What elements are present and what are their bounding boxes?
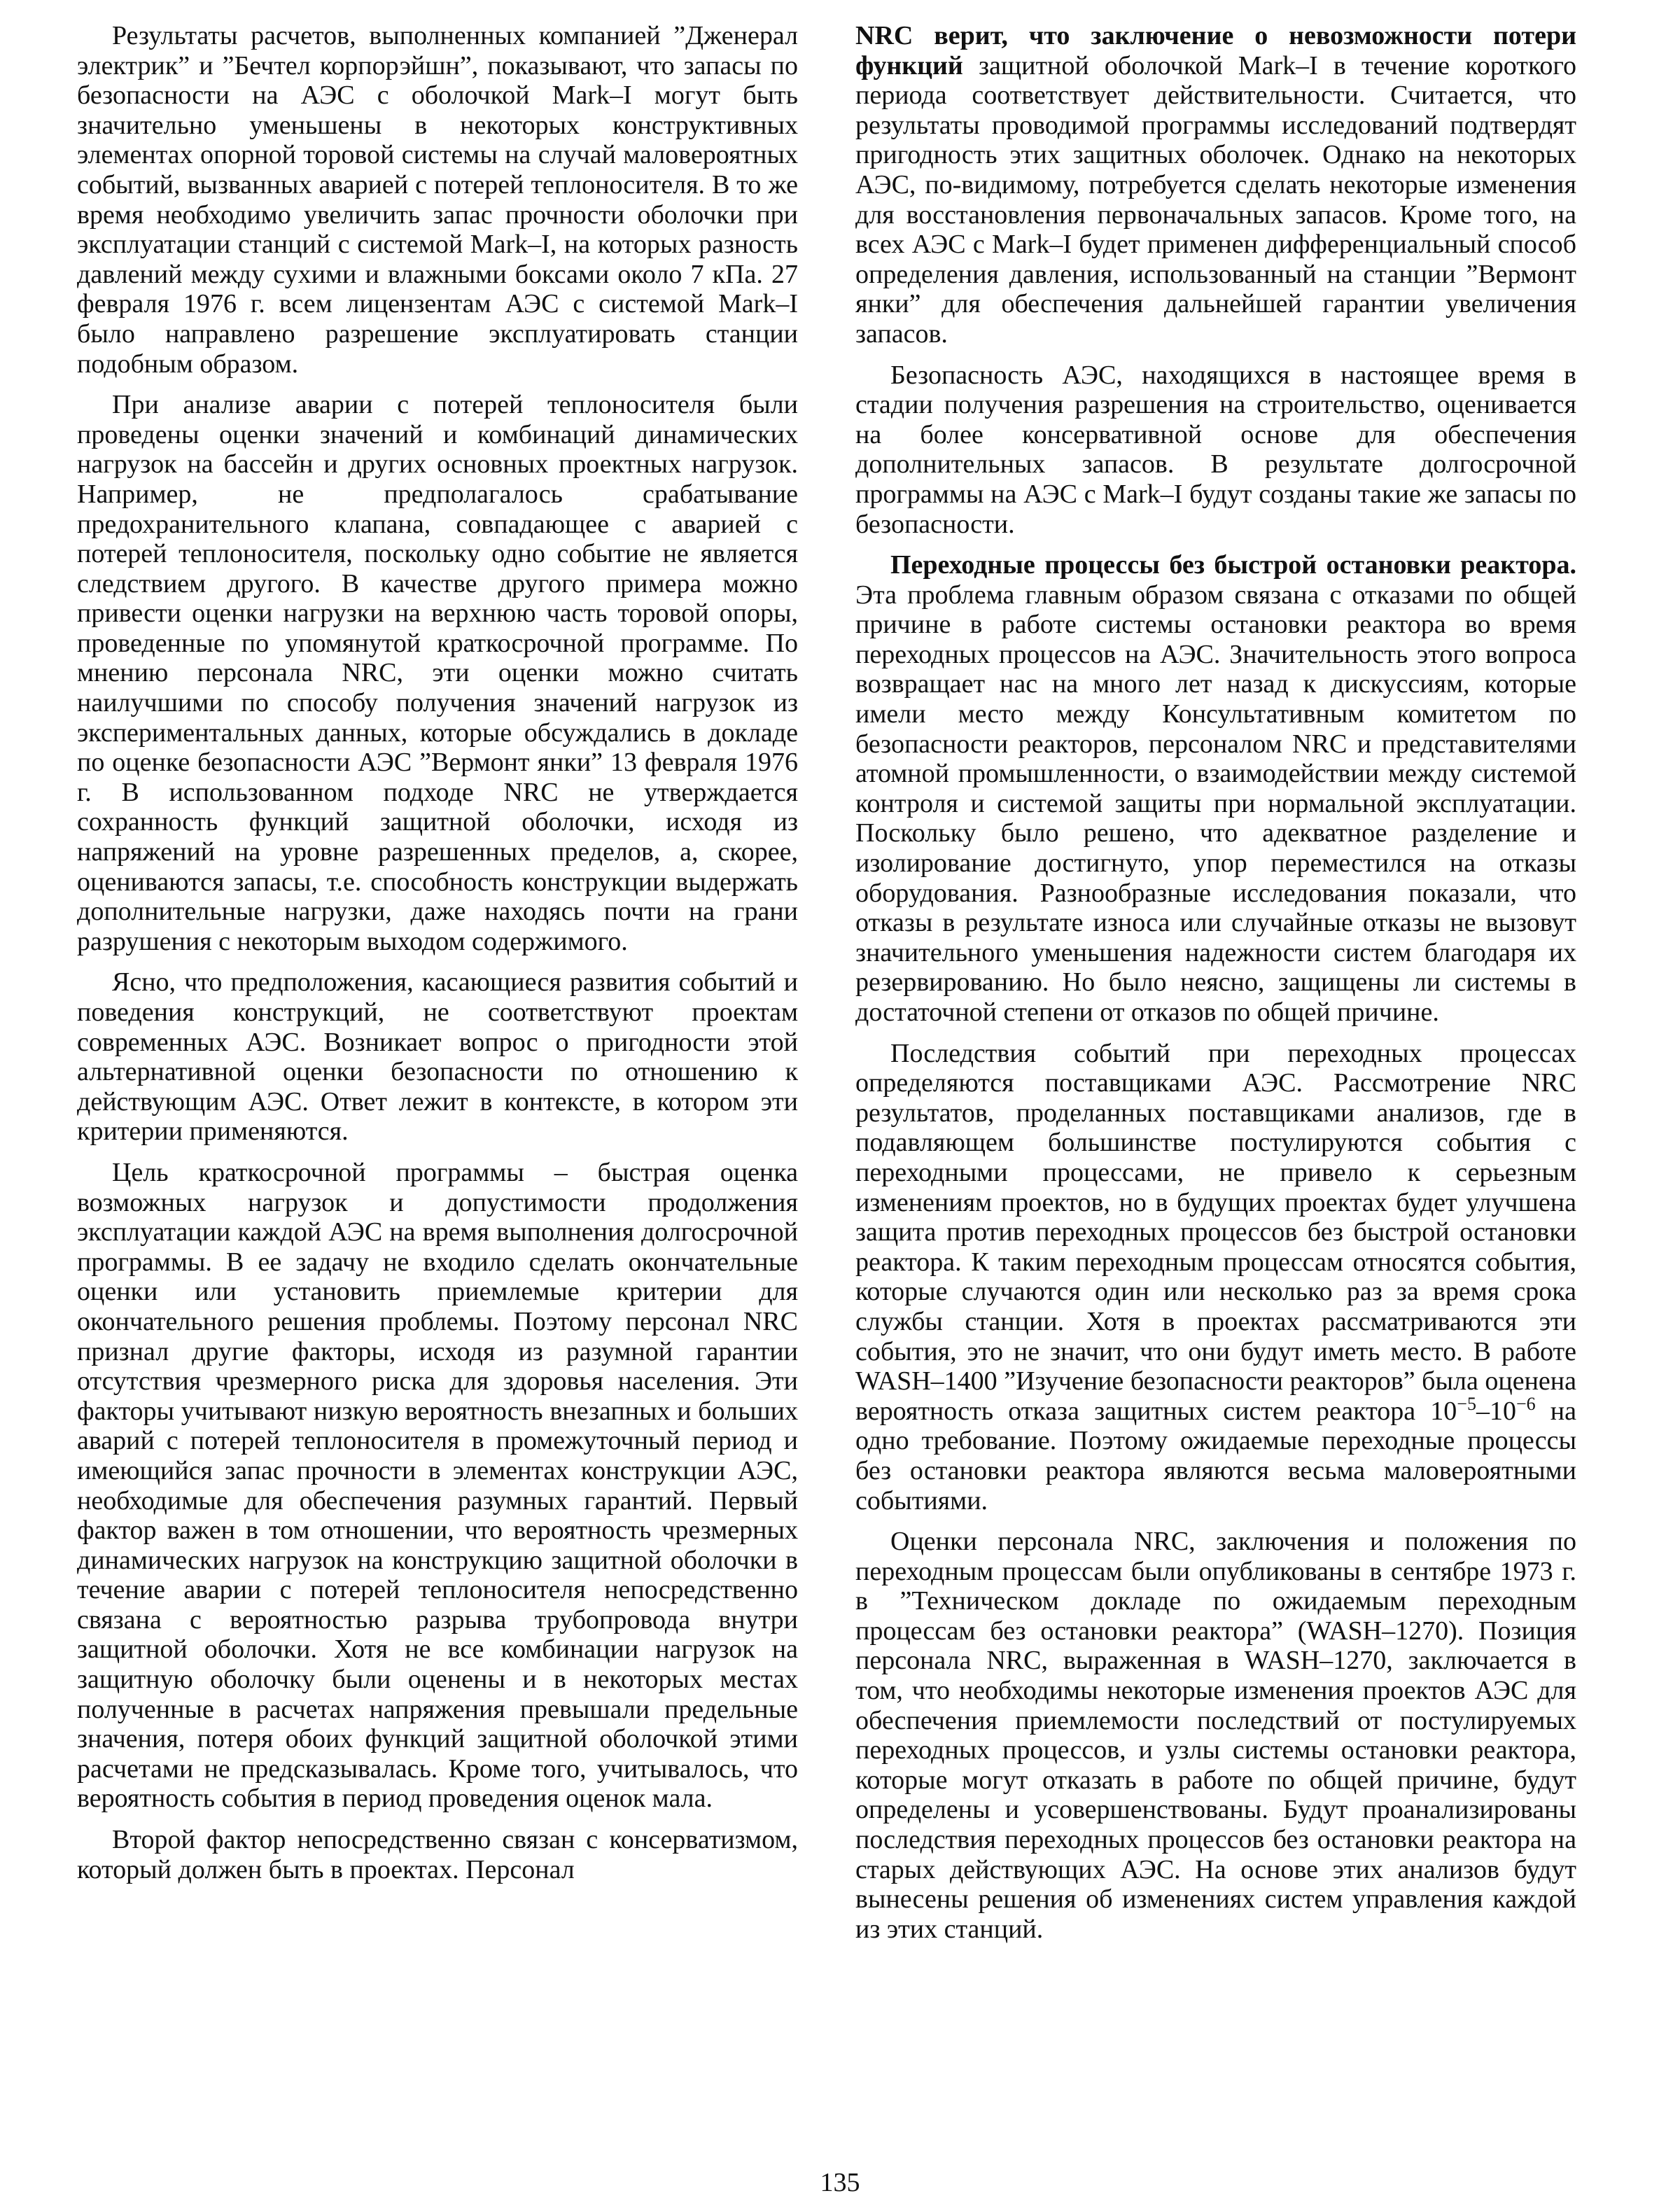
page-number: 135 [820,2168,860,2197]
exponent: −5 [1457,1393,1476,1414]
paragraph: Безопасность АЭС, находящихся в настоящее время в стадии получения разрешения на строительство, оценивается на более консервативной основе для обеспечения дополнительных запасов. В результате долгосрочной программы на АЭС с Mark–I будут созданы такие же запасы по безопасности. [855,360,1576,539]
paragraph-text: на одно требование. Поэтому ожидаемые переходные процессы без остановки реактора являются весьма маловероятными событиями. [855,1396,1576,1516]
paragraph [855,550,1576,1028]
paragraph: Ясно, что предположения, касающиеся развития событий и поведения конструкций, не соответствуют проектам современных АЭС. Возникает вопрос о пригодности этой альтернативной оценки безопасности по отношению к действующим АЭС. Ответ лежит в контексте, в котором эти критерии применяются. [77,967,798,1147]
paragraph: Результаты расчетов, выполненных компанией ”Дженерал электрик” и ”Бечтел корпорэйшн”, показывают, что запасы по безопасности на АЭС с оболочкой Mark–I могут быть значительно уменьшены в некоторых конструктивных элементах опорной торовой системы на случай маловероятных событий, вызванных аварией с потерей теплоносителя. В то же время необходимо увеличить запас прочности оболочки при эксплуатации станций с системой Mark–I, на которых разность давлений между сухими и влажными боксами около 7 кПа. 27 февраля 1976 г. всем лицензентам АЭС с системой Mark–I было направлено разрешение эксплуатировать станции подобным образом. [77,21,798,379]
exponent: −6 [1516,1393,1536,1414]
paragraph: Цель краткосрочной программы – быстрая оценка возможных нагрузок и допустимости продолжения эксплуатации каждой АЭС на время выполнения долгосрочной программы. В ее задачу не входило сделать окончательные оценки или установить приемлемые критерии для окончательного решения проблемы. Поэтому персонал NRC признал другие факторы, исходя из разумной гарантии отсутствия чрезмерного риска для здоровья населения. Эти факторы учитывают низкую вероятность внезапных и больших аварий с потерей теплоносителя в промежуточный период и имеющийся запас прочности в элементах конструкции АЭС, необходимые для обеспечения разумных гарантий. Первый фактор важен в том отношении, что вероятность чрезмерных динамических нагрузок на конструкцию защитной оболочки в течение аварии с потерей теплоносителя непосредственно связана с вероятностью разрыва трубопровода внутри защитной оболочки. Хотя не все комбинации нагрузок на защитную оболочку были оценены и в некоторых местах полученные в расчетах напряжения превышали предельные значения, потеря обоих функций защитной оболочкой этими расчетами не предсказывалась. Кроме того, учитывалось, что вероятность события в период проведения оценок мала. [77,1157,798,1814]
paragraph: Второй фактор непосредственно связан с консерватизмом, который должен быть в проектах. Персонал [77,1825,798,1884]
left-column [77,21,798,1896]
paragraph: При анализе аварии с потерей теплоносителя были проведены оценки значений и комбинаций динамических нагрузок на бассейн и других основных проектных нагрузок. Например, не предполагалось срабатывание предохранительного клапана, совпадающее с аварией с потерей теплоносителя, поскольку одно событие не является следствием другого. В качестве другого примера можно привести оценки нагрузки на верхнюю часть торовой опоры, проведенные по упомянутой краткосрочной программе. По мнению персонала NRC, эти оценки можно считать наилучшими по способу получения значений нагрузок из экспериментальных данных, которые обсуждались в докладе по оценке безопасности АЭС ”Вермонт янки” 13 февраля 1976 г. В использованном подходе NRC не утверждается сохранность функций защитной оболочки, исходя из напряжений на уровне разрешенных пределов, а, скорее, оцениваются запасы, т.е. способность конструкции выдержать дополнительные нагрузки, даже находясь почти на грани разрушения с некоторым выходом содержимого. [77,390,798,956]
paragraph: Оценки персонала NRC, заключения и положения по переходным процессам были опубликованы в сентябре 1973 г. в ”Техническом докладе по ожидаемым переходным процессам без остановки реактора” (WASH–1270). Позиция персонала NRC, выраженная в WASH–1270, заключается в том, что необходимы некоторые изменения проектов АЭС для обеспечения приемлемости последствий от постулируемых переходных процессов, и узлы системы остановки реактора, которые могут отказать в работе по общей причине, будут определены и усовершенствованы. Будут проанализированы последствия переходных процессов без остановки реактора на старых действующих АЭС. На основе этих анализов будут вынесены решения об изменениях систем управления каждой из этих станций. [855,1527,1576,1944]
paragraph-text: Эта проблема главным образом связана с отказами по общей причине в работе системы остановки реактора во время переходных процессов на АЭС. Значительность этого вопроса возвращает нас на много лет назад к дискуссиям, которые имели место между Консультативным комитетом по безопасности реакторов, персоналом NRC и представителями атомной промышленности, о взаимодействии между системой контроля и системой защиты при нормальной эксплуатации. Поскольку было решено, что адекватное разделение и изолирование достигнуто, упор переместился на отказы оборудования. Разнообразные исследования показали, что отказы в результате износа или случайные отказы не вызовут значительного уменьшения надежности систем благодаря их резервированию. Но было неясно, защищены ли системы в достаточной степени от отказов по общей причине. [855,580,1576,1027]
bold-lead-text: NRC верит, что заключение о невозможности потери функций [855,21,1576,80]
paragraph [855,1039,1576,1516]
paragraph [855,21,1576,349]
paragraph-text: –10 [1476,1396,1516,1426]
right-column [855,21,1576,1955]
paragraph-text: Последствия событий при переходных процессах определяются поставщиками АЭС. Рассмотрение NRC результатов, проделанных поставщиками анализов, где в подавляющем большинстве постулируются события с переходными процессами, не привело к серьезным изменениям проектов, но в будущих проектах будет улучшена защита против переходных процессов без быстрой остановки реактора. К таким переходным процессам относятся события, которые случаются один или несколько раз за время срока службы станции. Хотя в проектах рассматриваются эти события, это не значит, что они будут иметь место. В работе WASH–1400 ”Изучение безопасности реакторов” была оценена вероятность отказа защитных систем реактора 10 [855,1038,1576,1426]
section-heading: Переходные процессы без быстрой остановки реактора. [890,550,1576,580]
paragraph-text: защитной оболочкой Mark–I в течение короткого периода соответствует действительности. Считается, что результаты проводимой программы исследований подтвердят пригодность этих защитных оболочек. Однако на некоторых АЭС, по-видимому, потребуется сделать некоторые изменения для восстановления первоначальных запасов. Кроме того, на всех АЭС с Mark–I будет применен дифференциальный способ определения давления, использованный на станции ”Вермонт янки” для обеспечения дальнейшей гарантии увеличения запасов. [855,50,1576,349]
